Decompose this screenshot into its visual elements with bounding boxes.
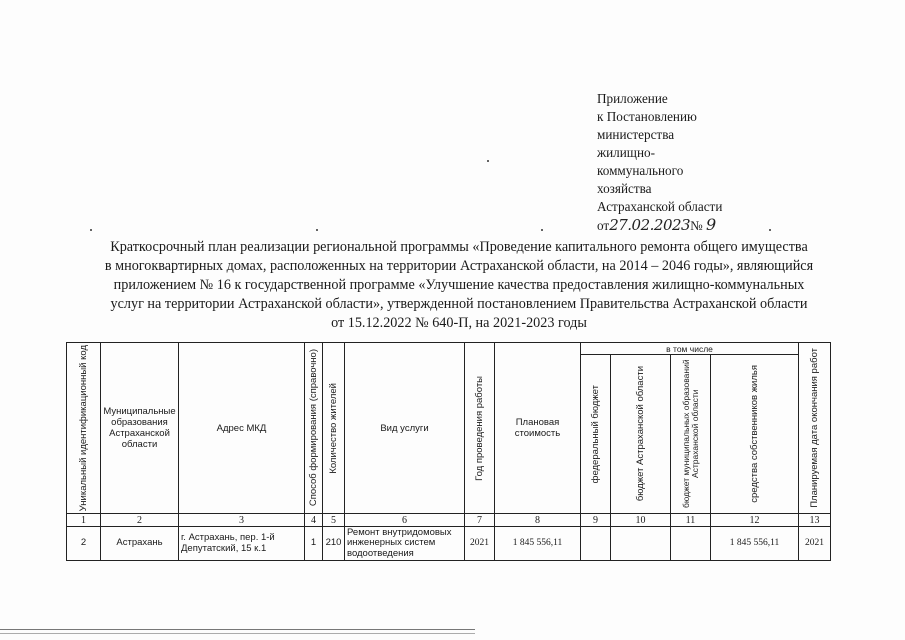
header-including: в том числе (581, 343, 799, 355)
header-municipality (101, 343, 179, 514)
cell-service: Ремонт внутридомовых инженерных систем водоотведения (345, 527, 465, 561)
column-number-row (67, 514, 831, 527)
column-number: 9 (581, 514, 611, 527)
header-municipality-label: Муниципальные образования Астраханской области (103, 406, 176, 450)
appendix-line: коммунального (597, 163, 684, 178)
header-uid (67, 343, 101, 514)
header-row (67, 343, 831, 355)
appendix-line: жилищно- (597, 145, 656, 160)
title-line: в многоквартирных домах, расположенных на территории Астраханской области, на 2014 – 2046 годы», являющийся (104, 258, 814, 274)
title-line: Краткосрочный план реализации региональной программы «Проведение капитального ремонта общего имущества (110, 239, 808, 255)
handwritten-number: 9 (705, 215, 717, 234)
header-regional (611, 355, 671, 514)
column-number: 1 (67, 514, 101, 527)
scan-speck (541, 229, 543, 231)
appendix-line: хозяйства (597, 181, 652, 196)
cell-residents: 210 (323, 527, 345, 561)
column-number: 5 (323, 514, 345, 527)
header-end-date (799, 343, 831, 514)
appendix-line: к Постановлению (597, 109, 697, 124)
column-number: 6 (345, 514, 465, 527)
column-number: 13 (799, 514, 831, 527)
plan-table (66, 342, 831, 561)
cell-formation: 1 (305, 527, 323, 561)
appendix-line: министерства (597, 127, 675, 142)
header-cost (495, 343, 581, 514)
scan-speck (316, 229, 318, 231)
header-service-label: Вид услуги (380, 422, 429, 434)
title-line: от 15.12.2022 № 640-П, на 2021-2023 годы (331, 315, 587, 331)
header-owners-label: средства собственников жилья (749, 365, 761, 503)
column-number: 11 (671, 514, 711, 527)
title-line: услуг на территории Астраханской области», утвержденной постановлением Правительства Астраханской области (110, 296, 808, 312)
table-row (67, 527, 831, 561)
handwritten-date: 27.02.2023 (609, 216, 691, 234)
header-cost-label: Плановая стоимость (514, 417, 561, 439)
header-formation (305, 343, 323, 514)
date-prefix: от (597, 218, 610, 233)
header-year-label: Год проведения работы (474, 375, 485, 481)
header-federal-label: федеральный бюджет (590, 384, 601, 484)
scan-edge-line (0, 633, 475, 634)
header-address (179, 343, 305, 514)
column-number: 7 (465, 514, 495, 527)
header-end-date-label: Планируемая дата окончания работ (809, 348, 821, 508)
document-title (70, 238, 848, 333)
cell-address: г. Астрахань, пер. 1-й Депутатский, 15 к.1 (179, 527, 305, 561)
header-residents (323, 343, 345, 514)
number-prefix: № (690, 218, 703, 233)
header-municipal-label: бюджет муниципальных образований Астраханской области (680, 359, 700, 509)
cell-owners: 1 845 556,11 (711, 527, 799, 561)
header-formation-label: Способ формирования (справочно) (308, 349, 319, 507)
header-service (345, 343, 465, 514)
column-number: 3 (179, 514, 305, 527)
appendix-line: Приложение (597, 91, 668, 106)
header-address-label: Адрес МКД (216, 422, 267, 434)
scan-speck (769, 229, 771, 231)
header-municipal (671, 355, 711, 514)
header-residents-label: Количество жителей (328, 382, 339, 474)
scan-speck (90, 229, 92, 231)
column-number: 2 (101, 514, 179, 527)
title-line: приложением № 16 к государственной программе «Улучшение качества предоставления жилищно-коммунальных (113, 277, 805, 293)
appendix-date-line (597, 216, 777, 235)
cell-uid: 2 (67, 527, 101, 561)
column-number: 8 (495, 514, 581, 527)
scan-edge-line (0, 629, 475, 630)
cell-end-date: 2021 (799, 527, 831, 561)
cell-cost: 1 845 556,11 (495, 527, 581, 561)
column-number: 4 (305, 514, 323, 527)
cell-year: 2021 (465, 527, 495, 561)
header-regional-label: бюджет Астраханской области (635, 366, 646, 502)
header-uid-label: Уникальный идентификационный код (78, 344, 89, 512)
appendix-line: Астраханской области (597, 199, 723, 214)
cell-municipality: Астрахань (101, 527, 179, 561)
scan-speck (487, 160, 489, 162)
header-year (465, 343, 495, 514)
cell-municipal (671, 527, 711, 561)
appendix-header (597, 90, 777, 235)
column-number: 10 (611, 514, 671, 527)
cell-federal (581, 527, 611, 561)
cell-regional (611, 527, 671, 561)
column-number: 12 (711, 514, 799, 527)
header-owners (711, 355, 799, 514)
header-federal (581, 355, 611, 514)
